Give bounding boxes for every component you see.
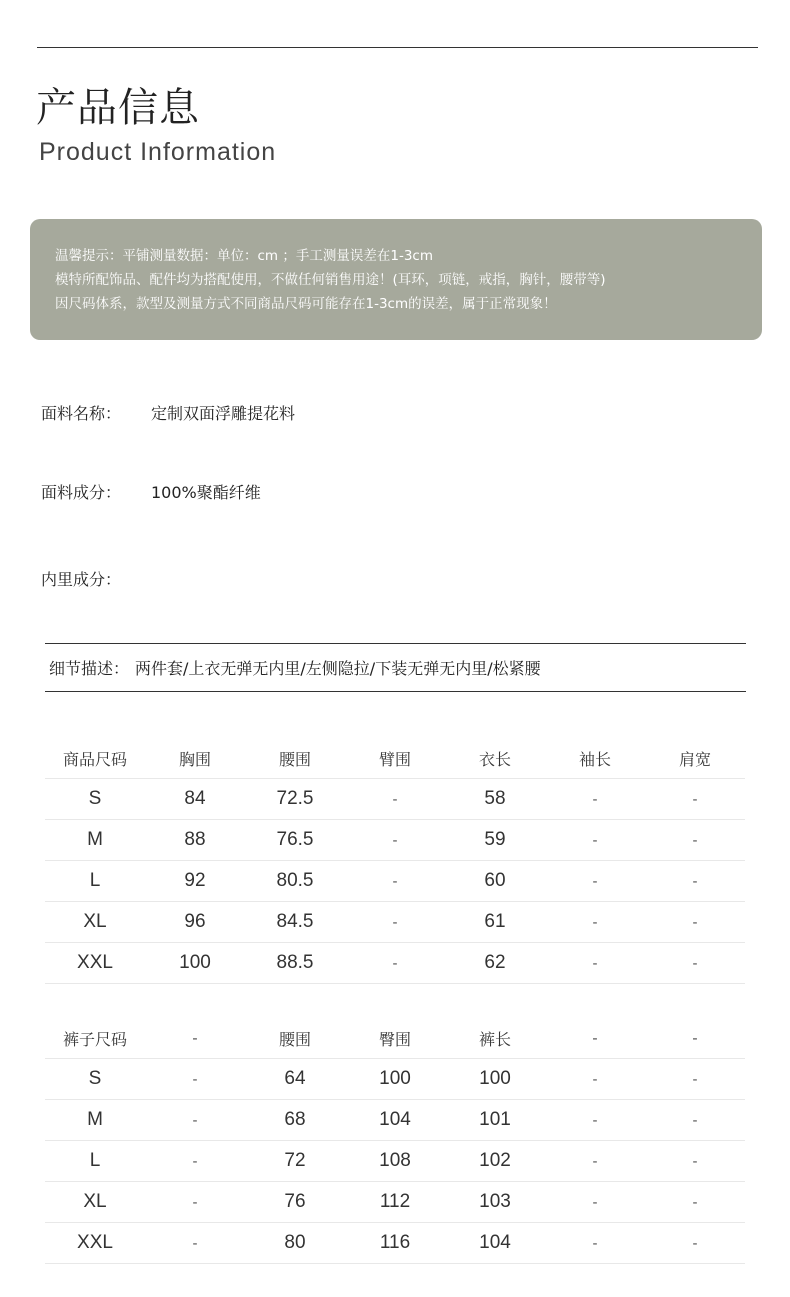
notice-line: 因尺码体系，款型及测量方式不同商品尺码可能存在1-3cm的误差，属于正常现象！ (55, 296, 557, 312)
lining-label: 内里成分： (41, 570, 122, 589)
table-cell: 100 (445, 1059, 545, 1100)
column-header: - (145, 1018, 245, 1059)
table-cell: - (645, 861, 745, 902)
size-label-cell: XXL (45, 943, 145, 984)
size-label-cell: XL (45, 902, 145, 943)
table-cell: - (545, 943, 645, 984)
table-cell: 68 (245, 1100, 345, 1141)
table-cell: 88 (145, 820, 245, 861)
notice-box (30, 219, 762, 340)
table-cell: - (345, 943, 445, 984)
table-cell: 62 (445, 943, 545, 984)
column-header: 腰围 (245, 1018, 345, 1059)
column-header: 胸围 (145, 738, 245, 779)
pants-size-table (45, 1018, 745, 1264)
notice-line: 模特所配饰品、配件均为搭配使用，不做任何销售用途！(耳环，项链，戒指，胸针，腰带等) (55, 272, 606, 288)
fabric-name-value: 定制双面浮雕提花料 (151, 404, 296, 423)
table-cell: - (545, 1223, 645, 1264)
column-header: - (645, 1018, 745, 1059)
size-label-cell: S (45, 779, 145, 820)
table-cell: - (545, 1141, 645, 1182)
table-cell: - (645, 1059, 745, 1100)
fabric-comp-value: 100%聚酯纤维 (151, 483, 261, 502)
detail-top-divider (45, 643, 746, 644)
table-cell: 104 (345, 1100, 445, 1141)
table-cell: - (645, 1223, 745, 1264)
table-cell: - (145, 1141, 245, 1182)
table-cell: - (345, 779, 445, 820)
table-cell: 92 (145, 861, 245, 902)
detail-value: 两件套/上衣无弹无内里/左侧隐拉/下装无弹无内里/松紧腰 (135, 659, 541, 678)
column-header: 衣长 (445, 738, 545, 779)
column-header: - (545, 1018, 645, 1059)
column-header: 袖长 (545, 738, 645, 779)
top-divider (37, 47, 758, 48)
table-cell: 112 (345, 1182, 445, 1223)
table-cell: 64 (245, 1059, 345, 1100)
table-cell: 60 (445, 861, 545, 902)
size-label-cell: S (45, 1059, 145, 1100)
table-cell: 96 (145, 902, 245, 943)
table-cell: 88.5 (245, 943, 345, 984)
column-header: 臂围 (345, 738, 445, 779)
size-label-cell: M (45, 820, 145, 861)
table-row (45, 902, 745, 943)
table-cell: - (345, 820, 445, 861)
size-label-cell: XL (45, 1182, 145, 1223)
size-label-cell: XXL (45, 1223, 145, 1264)
page-title: 产品信息 (36, 85, 200, 131)
fabric-comp-label: 面料成分： (41, 483, 122, 502)
lining-row (41, 567, 151, 590)
table-cell: 59 (445, 820, 545, 861)
table-cell: - (645, 1141, 745, 1182)
table-cell: 80 (245, 1223, 345, 1264)
top-size-table (45, 738, 745, 984)
table-cell: - (545, 820, 645, 861)
table-cell: - (645, 779, 745, 820)
detail-label: 细节描述： (49, 659, 130, 678)
table-cell: - (545, 1059, 645, 1100)
table-cell: - (345, 861, 445, 902)
column-header: 腰围 (245, 738, 345, 779)
table-cell: 100 (145, 943, 245, 984)
fabric-name-row (41, 401, 295, 424)
table-cell: 103 (445, 1182, 545, 1223)
table-cell: 108 (345, 1141, 445, 1182)
table-row (45, 1100, 745, 1141)
detail-row (49, 656, 541, 679)
fabric-comp-row (41, 480, 261, 503)
notice-line: 温馨提示：平铺测量数据：单位：cm ；手工测量误差在1-3cm (55, 248, 433, 264)
table-cell: 76.5 (245, 820, 345, 861)
table-cell: - (545, 779, 645, 820)
table-cell: - (645, 820, 745, 861)
table-cell: - (145, 1059, 245, 1100)
table-cell: - (345, 902, 445, 943)
column-header: 肩宽 (645, 738, 745, 779)
table-cell: - (645, 1100, 745, 1141)
table-cell: - (545, 902, 645, 943)
table-cell: 58 (445, 779, 545, 820)
page-subtitle: Product Information (39, 138, 277, 166)
table-cell: 72 (245, 1141, 345, 1182)
table-cell: 101 (445, 1100, 545, 1141)
table-cell: 116 (345, 1223, 445, 1264)
table-header-row (45, 738, 745, 779)
table-cell: - (145, 1223, 245, 1264)
table-cell: - (145, 1182, 245, 1223)
table-cell: 76 (245, 1182, 345, 1223)
table-row (45, 1141, 745, 1182)
size-label-cell: L (45, 1141, 145, 1182)
table-cell: - (645, 943, 745, 984)
table-row (45, 861, 745, 902)
size-label-cell: M (45, 1100, 145, 1141)
table-row (45, 943, 745, 984)
table-cell: - (545, 1100, 645, 1141)
table-row (45, 779, 745, 820)
table-cell: - (145, 1100, 245, 1141)
table-row (45, 1223, 745, 1264)
detail-bottom-divider (45, 691, 746, 692)
table-cell: 61 (445, 902, 545, 943)
table-cell: 80.5 (245, 861, 345, 902)
fabric-name-label: 面料名称： (41, 404, 122, 423)
table-cell: 104 (445, 1223, 545, 1264)
table-row (45, 1059, 745, 1100)
column-header: 商品尺码 (45, 738, 145, 779)
table-cell: 84 (145, 779, 245, 820)
table-cell: 102 (445, 1141, 545, 1182)
column-header: 裤长 (445, 1018, 545, 1059)
table-cell: - (645, 1182, 745, 1223)
table-cell: 72.5 (245, 779, 345, 820)
table-row (45, 1182, 745, 1223)
table-header-row (45, 1018, 745, 1059)
table-cell: - (545, 861, 645, 902)
table-cell: - (645, 902, 745, 943)
table-row (45, 820, 745, 861)
table-cell: 84.5 (245, 902, 345, 943)
column-header: 臀围 (345, 1018, 445, 1059)
table-cell: 100 (345, 1059, 445, 1100)
table-cell: - (545, 1182, 645, 1223)
size-label-cell: L (45, 861, 145, 902)
column-header: 裤子尺码 (45, 1018, 145, 1059)
